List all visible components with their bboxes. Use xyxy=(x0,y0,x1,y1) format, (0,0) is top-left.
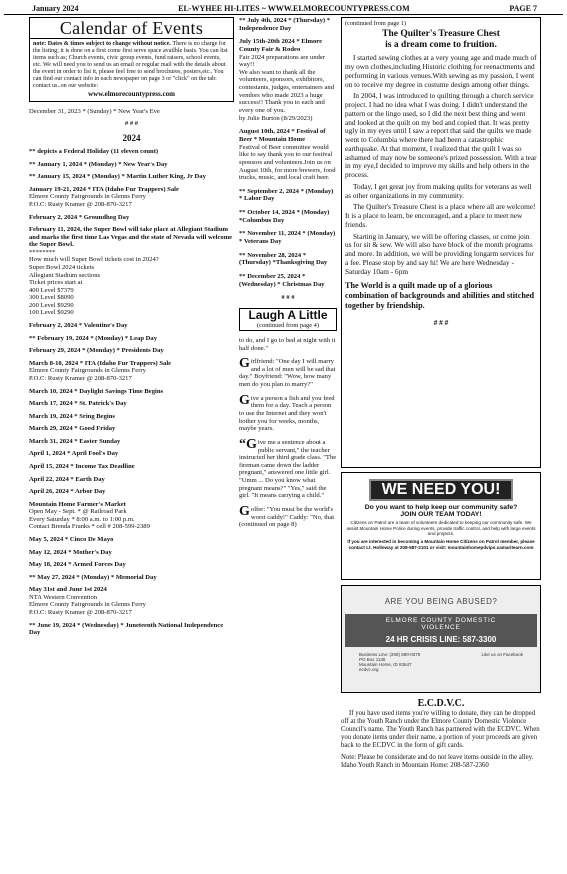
event-entry: March 10, 2024 * Daylight Savings Time Begins xyxy=(29,387,164,395)
ecdvc-notice xyxy=(341,698,541,770)
we-need-you-ad xyxy=(341,472,541,580)
facebook-link[interactable]: Like us on Facebook xyxy=(481,652,523,657)
ecdvc-p1: If you have used items you're willing to donate, they can be dropped off at the Youth Ranch under the Elmore County Domestic Violence Council's name. The Youth Ranch has partnered with the ECDVC. When you donate items under their name, a portion of your proceeds are given back to the ECDVC in the form of gift cards. xyxy=(341,709,540,749)
event-entry: April 1, 2024 * April Fool's Day xyxy=(29,450,119,458)
event-entry: March 31, 2024 * Easter Sunday xyxy=(29,437,121,445)
event-entry: May 31st and June 1st 2024 NTA Western Convention Elmore County Fairgrounds in Glenns Ferry P.O.C: Rusty Kramer @ 208-870-3217 xyxy=(29,586,146,617)
ad-join: JOIN OUR TEAM TODAY! xyxy=(400,511,482,518)
joke-text: irlfriend: "One day I will marry and a lot of men will be sad that day." Boyfriend: "Wow, how many men do you plan to marry?" xyxy=(239,358,336,389)
event-entry: February 2, 2024 * Groundhog Day xyxy=(29,213,130,221)
event-entry: ** February 19, 2024 * (Monday) * Leap Day xyxy=(29,334,158,342)
laugh-header xyxy=(239,308,337,331)
jokes-list xyxy=(239,358,337,529)
event-entry: May 18, 2024 * Armed Forces Day xyxy=(29,561,126,569)
drop-cap: G xyxy=(239,504,250,520)
events-2024-part1 xyxy=(29,148,234,637)
event-entry: May 12, 2024 * Mother's Day xyxy=(29,548,112,556)
quilt-closing: The World is a quilt made up of a glorious combination of backgrounds and abilities and stitched together by friendship. xyxy=(345,281,535,311)
ad-cta: If you are interested in becoming a Mountain Home Citizens on Patrol member, please contact Lt. Holloway at 208-587-2101 or visit: mountainhomepdvips.samaritearn.com xyxy=(347,539,535,550)
event-entry: May 5, 2024 * Cinco De Mayo xyxy=(29,536,114,544)
event-entry: February 2, 2024 * Valentine's Day xyxy=(29,322,128,330)
event-entry: ** January 15, 2024 * (Monday) * Martin Luther King, Jr Day xyxy=(29,173,206,181)
calendar-box xyxy=(29,17,234,102)
ad-question: Do you want to help keep our community safe? xyxy=(364,504,518,511)
event-entry: March 17, 2024 * St. Patrick's Day xyxy=(29,400,127,408)
quilt-body xyxy=(345,54,537,276)
event-entry: ** May 27, 2024 * (Monday) * Memorial Day xyxy=(29,573,157,581)
middle-column xyxy=(239,17,337,868)
right-column xyxy=(341,17,541,868)
crisis-band xyxy=(345,614,537,647)
event-entry: January 19-21, 2024 * ITA (Idaho Fur Trappers) Sale Elmore County Fairgrounds in Glenns Ferry P.O.C: Rusty Kramer @ 208-870-3217 xyxy=(29,185,179,208)
quilt-end: # # # xyxy=(433,318,449,328)
event-list xyxy=(29,108,234,637)
ecdvc-p2: Note: Please be considerate and do not leave items outside in the alley. Idaho Youth Ranch in Mountain Home: 208-587-2360 xyxy=(341,753,534,769)
quilt-paragraph: I started sewing clothes at a very young age and made much of my own clothes,including Historic clothing for reenactments and performing in various venues.With sewing as my passion, I went on to receive my degree in costume design among other things. xyxy=(345,53,537,89)
calendar-note xyxy=(30,39,233,101)
joke xyxy=(239,358,337,389)
event-entry: ** December 25, 2024 * (Wednesday) * Christmas Day xyxy=(239,272,325,288)
ad-banner: WE NEED YOU! xyxy=(369,479,513,501)
note-bold: note: Dates & times subject to change without notice. xyxy=(33,41,171,47)
quilt-paragraph: Starting in January, we will be offering classes, or come join us for sit & sew. We will also have block of the month programs and more. In addition, we will be providing longarm services for a fee. Please stop by and say hi! We are here Wednesday - Saturday 10am - 6pm xyxy=(345,231,534,276)
event-entry: August 10th, 2024 * Festival of Beer * Mountain Home Festival of Beer committee would like to say thank you to our festival sponsors and volunteers.Join us on August 10th, for more brewers, food trucks, music, and local craft beer. xyxy=(239,128,336,182)
events-2024-part2 xyxy=(239,17,337,288)
event-entry: July 15th-20th 2024 * Elmore County Fair & Rodeo Fair 2024 preparations are under way!! We also want to thank all the volunteers, sponsors, exhibitors, contestants, judges, entertainers and vendors who made 2023 a huge success!! Thank you to each and every one of you. by Julie Burton (8/29/2023) xyxy=(239,38,335,122)
event-entry: ** September 2, 2024 * (Monday) * Labor Day xyxy=(239,187,334,203)
event-entry: March 29, 2024 * Good Friday xyxy=(29,425,116,433)
event-entry: February 11, 2024, the Super Bowl will take place at Allegiant Stadium and marks the first time Las Vegas and the state of Nevada will welcome the Super Bowl. ******** How much will Super Bowl tickets cost in 2024? Super Bowl 2024 tickets Allegiant Stadium sections Ticket prices start at 400 Level $7379 300 Level $8090 200 Level $9290 100 Level $9290 xyxy=(29,226,233,317)
year-heading: 2024 xyxy=(122,132,141,143)
event-entry: Mountain Home Farmer's Market Open May - Sept. * @ Railroad Park Every Saturday * 8:00 a.m. to 1:00 p.m. Contact Brenda Franks * cell # 208-599-2389 xyxy=(29,500,150,531)
event-entry: ** July 4th, 2024 * (Thursday) * Independence Day xyxy=(239,17,331,32)
event-entry: ** November 28, 2024 * (Thursday) *Thanksgiving Day xyxy=(239,251,328,267)
joke-text: ive me a sentence about a public servant," the teacher instructed her third grade class. "The fireman came down the ladder pregnant," answered one little girl. "Umm ... Do you know what pregnant means?" "Yes," said the girl. "It means carrying a child." xyxy=(239,438,337,500)
quilt-title: The Quilter's Treasure Chest is a dream come to fruition. xyxy=(382,28,500,50)
laugh-title: Laugh A Little xyxy=(248,307,328,322)
joke-intro: to do, and I go to bed at night with it half done." xyxy=(239,336,336,352)
calendar-column xyxy=(29,17,234,868)
paper-name: EL-WYHEE HI-LITES ~ WWW.ELMORECOUNTYPRESS.COM xyxy=(178,4,410,13)
event-entry: April 15, 2024 * Income Tax Deadline xyxy=(29,462,135,470)
event-entry: March 8-10, 2024 * ITA (Idaho Fur Trappers) Sale Elmore County Fairgrounds in Glenns Ferry P.O.C: Rusty Kramer @ 208-870-3217 xyxy=(29,359,172,382)
drop-cap: G xyxy=(239,392,250,408)
event-entry: ** June 19, 2024 * (Wednesday) * Juneteenth National Independence Day xyxy=(29,621,224,637)
separator-end: # # # xyxy=(281,294,295,302)
event-entry: ** November 11, 2024 * (Monday) * Veterans Day xyxy=(239,230,336,246)
abuse-headline: ARE YOU BEING ABUSED? xyxy=(384,597,498,606)
calendar-title: Calendar of Events xyxy=(30,18,233,39)
laugh-subtitle: (continued from page 4) xyxy=(257,321,319,329)
event-entry: ** January 1, 2024 * (Monday) * New Year's Day xyxy=(29,160,168,168)
ad-contact xyxy=(345,652,537,672)
event-entry: ** depicts a Federal Holiday (11 eleven count) xyxy=(29,148,159,156)
quilt-paragraph: Today, I get great joy from making quilts for veterans as well as other organizations in my community. xyxy=(345,181,532,200)
ad-address: Business Line: (208) 590-0379 PO Box 1136 Mountain Home, ID 83647 ecdvc.org xyxy=(359,652,421,672)
event-entry: March 19, 2024 * Sring Begins xyxy=(29,412,115,420)
org-name-1: ELMORE COUNTY DOMESTIC xyxy=(385,617,497,624)
quilt-paragraph: In 2004, I was introduced to quilting through a church service project. I had no idea what I was doing. I didn't understand the pattern or the lingo used, so I did the next best thing and went and looked at the quilt on my bed and copied that. It was pretty ugly in my eyes until I saw a report that said the quilts we made went to Columbia where there had been a catastrophic earthquake. At that moment, I realized that the quilt I was so ashamed of may now be someone's prized possession. With a tear in my eye,I decided to improve my skills and help others in the process. xyxy=(345,91,537,180)
nye-entry: December 31, 2023 * (Sunday) * New Year's Eve xyxy=(29,107,160,115)
event-entry: April 22, 2024 * Earth Day xyxy=(29,475,105,483)
continued-note: (continued from page 1) xyxy=(345,20,407,27)
event-entry: April 26, 2024 * Arbor Day xyxy=(29,488,106,496)
website-link[interactable]: www.elmorecountypress.com xyxy=(88,90,175,99)
ecdvc-title: E.C.D.V.C. xyxy=(417,698,465,709)
drop-cap: G xyxy=(239,356,250,372)
abuse-ad xyxy=(341,585,541,693)
ad-body: Citizens on Patrol are a team of volunteers dedicated to keeping our community safe. We assist Mountain Home Police during events, provide traffic control, and help with large events and projects. xyxy=(346,520,536,537)
note-text: There is no charge for the listing; it is done on a first come first serve space availble basis. You can list items such as; Church events, civic group events, fund raisers, school events, etc. We will need you to send us an email or regular mail with the details about the event in order to list it, please feel free to send brochures, posters,etc.. You can find our contact info in each newspaper on page 3 or "click" on the tab: contact us..on our website: xyxy=(33,41,228,90)
quilt-article xyxy=(341,17,541,468)
org-name-2: VIOLENCE xyxy=(421,624,461,631)
joke-text: olfer: "You must be the world's worst caddy!" Caddy: "No, that (continued on page 8) xyxy=(239,506,335,529)
page-number: PAGE 7 xyxy=(509,4,537,13)
joke-text: ive a person a fish and you feed them for a day. Teach a person to use the Internet and they won't bother you for weeks, months, maybe years. xyxy=(239,394,335,433)
newspaper-page xyxy=(4,3,563,868)
joke xyxy=(239,392,337,433)
issue-date: January 2024 xyxy=(32,4,79,13)
event-entry: ** October 14, 2024 * (Monday) *Columbus Day xyxy=(239,209,330,224)
joke xyxy=(239,506,337,529)
drop-cap: “G xyxy=(239,436,257,452)
separator: # # # xyxy=(124,120,139,128)
quilt-paragraph: The Quilter's Treasure Chest is a place where all are welcome! It is a place to learn, be encouraged, and a place to meet new friends. xyxy=(345,202,536,229)
crisis-line: 24 HR CRISIS LINE: 587-3300 xyxy=(385,635,497,644)
joke xyxy=(239,436,337,500)
page-header xyxy=(4,3,563,15)
event-entry: February 29, 2024 * (Monday) * Presidents Day xyxy=(29,347,164,355)
